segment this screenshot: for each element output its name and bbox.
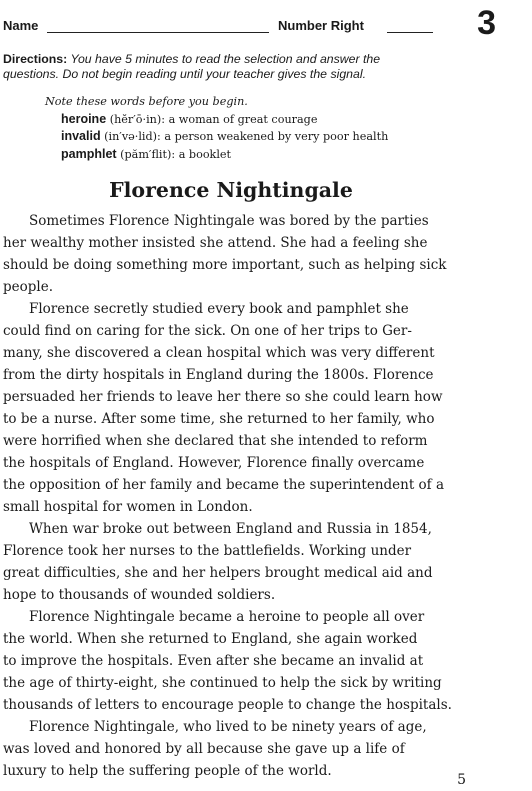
passage-line: Florence secretly studied every book and pamphlet she	[29, 301, 409, 317]
passage-line: could find on caring for the sick. On one of her trips to Ger-	[3, 323, 412, 339]
passage-line: thousands of letters to encourage people to change the hospitals.	[3, 697, 452, 713]
vocab-definition: : a woman of great courage	[161, 112, 318, 126]
vocab-item	[61, 111, 425, 129]
number-right-label: Number Right	[278, 18, 364, 33]
passage-line: persuaded her friends to leave her there so she could learn how	[3, 389, 443, 405]
passage-line: Florence took her nurses to the battlefields. Working under	[3, 543, 412, 559]
vocab-item	[61, 128, 425, 146]
lesson-number: 3	[477, 4, 496, 42]
vocab-word: invalid	[61, 129, 101, 143]
passage-line: Sometimes Florence Nightingale was bored by the parties	[29, 213, 429, 229]
vocab-word: pamphlet	[61, 146, 117, 161]
passage-line: great difficulties, she and her helpers brought medical aid and	[3, 565, 433, 581]
passage-line: to improve the hospitals. Even after she became an invalid at	[3, 653, 424, 669]
name-label: Name	[3, 18, 39, 33]
passage-line: When war broke out between England and Russia in 1854,	[29, 521, 432, 537]
passage-line: the hospitals of England. However, Florence finally overcame	[3, 455, 425, 471]
vocab-pronunciation: (hĕr′ō·in)	[109, 112, 162, 126]
passage-line: her wealthy mother insisted she attend. She had a feeling she	[3, 235, 428, 251]
directions-label: Directions:	[3, 52, 68, 66]
passage-line: to be a nurse. After some time, she returned to her family, who	[3, 411, 435, 427]
vocab-pronunciation: (in′və·lid)	[104, 130, 158, 143]
passage-line: the opposition of her family and became the superintendent of a	[3, 477, 445, 493]
passage-line: people.	[3, 279, 53, 295]
passage-line: the world. When she returned to England, she again worked	[3, 631, 418, 647]
number-right-blank-line	[387, 32, 433, 33]
passage-line: small hospital for women in London.	[3, 499, 253, 515]
directions-text-1: You have 5 minutes to read the selection and answer the	[70, 52, 381, 66]
passage-line: the age of thirty-eight, she continued to help the sick by writing	[3, 675, 442, 691]
passage-line: was loved and honored by all because she gave up a life of	[3, 741, 405, 757]
directions-text-2: questions. Do not begin reading until your teacher gives the signal.	[3, 67, 366, 81]
passage-line: were horrified when she declared that she intended to reform	[3, 433, 428, 449]
passage-line: Florence Nightingale, who lived to be ninety years of age,	[29, 719, 427, 735]
passage-line: hope to thousands of wounded soldiers.	[3, 587, 276, 603]
passage-line: Florence Nightingale became a heroine to people all over	[29, 609, 425, 625]
vocab-item	[61, 146, 425, 164]
passage-body	[3, 210, 452, 782]
passage-line: luxury to help the suffering people of the world.	[3, 763, 332, 779]
passage-line: from the dirty hospitals in England during the 1800s. Florence	[3, 367, 434, 383]
vocabulary-box	[45, 94, 425, 163]
directions	[3, 52, 403, 82]
page-number: 5	[457, 772, 466, 788]
passage-line: should be doing something more important, such as helping sick	[3, 257, 447, 273]
header	[3, 16, 433, 36]
name-blank-line	[47, 32, 269, 33]
vocab-word: heroine	[61, 111, 107, 126]
passage-title: Florence Nightingale	[109, 178, 353, 202]
vocab-note: Note these words before you begin.	[45, 95, 248, 108]
passage-line: many, she discovered a clean hospital which was very different	[3, 345, 435, 361]
vocab-pronunciation: (păm′flit)	[120, 147, 172, 161]
vocab-definition: : a booklet	[171, 147, 232, 161]
vocab-definition: : a person weakened by very poor health	[157, 130, 389, 143]
